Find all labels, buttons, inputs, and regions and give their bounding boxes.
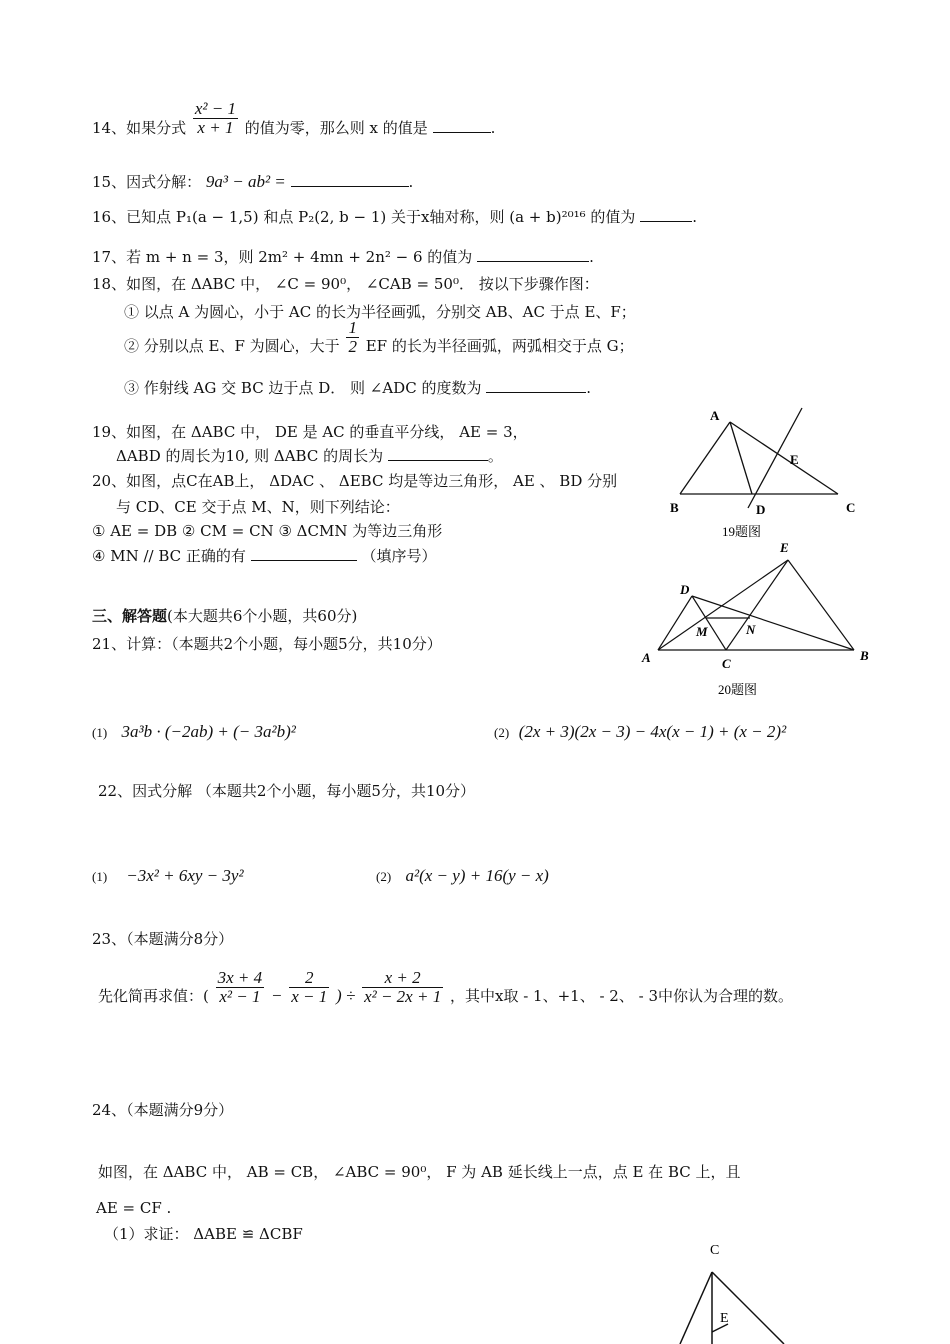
q20-line3: ① AE = DB ② CM = CN ③ ΔCMN 为等边三角形 (92, 522, 443, 540)
q22-part2: (2) a²(x − y) + 16(y − x) (376, 866, 549, 885)
q20-line1: 20、如图，点C在AB上， ΔDAC 、 ΔEBC 均是等边三角形， AE 、 BD 分别 (92, 472, 618, 490)
q24-line1: 如图，在 ΔABC 中， AB = CB， ∠ABC = 90⁰， F 为 AB 延长线上一点，点 E 在 BC 上，且 (98, 1163, 741, 1181)
answer-blank[interactable] (433, 118, 491, 133)
q22-part1: (1) −3x² + 6xy − 3y² (92, 866, 244, 885)
figure-20 (636, 536, 882, 702)
q19-line1: 19、如图，在 ΔABC 中， DE 是 AC 的垂直平分线， AE = 3， (92, 423, 528, 441)
half-fraction: $\frac{1}{2}$ (348, 317, 357, 356)
q18-step1: ① 以点 A 为圆心，小于 AC 的长为半径画弧，分别交 AB、AC 于点 E、F； (124, 303, 636, 321)
fig20-label-m: M (696, 624, 708, 639)
q16: 16、已知点 P₁(a − 1,5) 和点 P₂(2, b − 1) 关于x轴对称，则 (a + b)²⁰¹⁶ 的值为 . (92, 208, 697, 226)
fig24-label-e: E (720, 1311, 729, 1326)
q23-fraction-3: $\frac{x + 2}{\text{x² − 2x + 1}}$ (364, 967, 442, 1006)
q18-step2: ② 分别以点 E、F 为圆心，大于 $\frac{1}{2}$ EF 的长为半径画弧，两弧相交于点 G； (124, 317, 634, 356)
fig20-label-n: N (746, 622, 756, 637)
fig20-label-b: B (860, 648, 869, 663)
q23-expression: 先化简再求值：( $\frac{3x + 4}{\text{x² − 1}}$ − $\frac{2}{x - 1}$ ) ÷ $\frac{x + 2}{\text{x² − 2x + 1}}$ ，其中x取 - 1、+1、 - 2、 - 3中你认为合理的数。 (98, 967, 794, 1006)
q17: 17、若 m + n = 3，则 2m² + 4mn + 2n² − 6 的值为 . (92, 248, 594, 266)
fig19-label-a: A (710, 408, 720, 423)
q14: 14、如果分式 $\frac{\text{x² − 1}}{x + 1}$ 的值为零，那么则 x 的值是 . (92, 98, 496, 137)
answer-blank[interactable] (291, 172, 409, 187)
fig20-caption: 20题图 (718, 682, 758, 697)
section-3-heading: 三、解答题(本大题共6个小题，共60分) (92, 607, 358, 625)
q24-line2: AE = CF . (96, 1199, 172, 1217)
q23-fraction-2: $\frac{2}{x - 1}$ (291, 967, 328, 1006)
answer-blank[interactable] (251, 546, 357, 561)
figure-19 (660, 400, 880, 540)
answer-blank[interactable] (388, 446, 488, 461)
fig19-label-c: C (846, 500, 856, 515)
q20-line2: 与 CD、CE 交于点 M、N，则下列结论： (116, 498, 400, 516)
q18-step3: ③ 作射线 AG 交 BC 边于点 D． 则 ∠ADC 的度数为 . (124, 379, 592, 397)
q21-part2: (2) (2x + 3)(2x − 3) − 4x(x − 1) + (x − 2)² (494, 722, 787, 741)
q19-line2: ΔABD 的周长为10, 则 ΔABC 的周长为 。 (116, 447, 503, 465)
answer-blank[interactable] (486, 378, 586, 393)
q18-intro: 18、如图，在 ΔABC 中， ∠C = 90⁰， ∠CAB = 50⁰． 按以下步骤作图： (92, 275, 599, 293)
q21-part1: (1) 3a³b · (−2ab) + (− 3a²b)² (92, 722, 296, 741)
q21: 21、计算：（本题共2个小题，每小题5分，共10分） (92, 635, 442, 653)
q23: 23、（本题满分8分） (92, 930, 234, 948)
fig20-label-e: E (780, 540, 789, 555)
q23-fraction-1: $\frac{3x + 4}{\text{x² − 1}}$ (217, 967, 263, 1006)
fig20-label-a: A (642, 650, 651, 665)
figure-24 (666, 1236, 806, 1344)
fig20-label-c: C (722, 656, 731, 671)
q14-fraction: $\frac{\text{x² − 1}}{x + 1}$ (194, 98, 236, 137)
answer-blank[interactable] (477, 247, 589, 262)
q24-line3: （1）求证： ΔABE ≌ ΔCBF (104, 1225, 303, 1243)
fig24-label-c: C (710, 1243, 720, 1258)
fig19-label-d: D (756, 502, 766, 517)
fig19-label-b: B (670, 500, 679, 515)
q15: 15、因式分解： 9a³ − ab² = . (92, 172, 414, 191)
answer-blank[interactable] (640, 207, 692, 222)
fig19-label-e: E (790, 452, 799, 467)
fig20-label-d: D (680, 582, 690, 597)
fig19-caption: 19题图 (722, 524, 762, 539)
q22: 22、因式分解 （本题共2个小题，每小题5分，共10分） (98, 782, 476, 800)
q24: 24、（本题满分9分） (92, 1101, 234, 1119)
q20-line4: ④ MN // BC 正确的有 （填序号） (92, 547, 437, 565)
